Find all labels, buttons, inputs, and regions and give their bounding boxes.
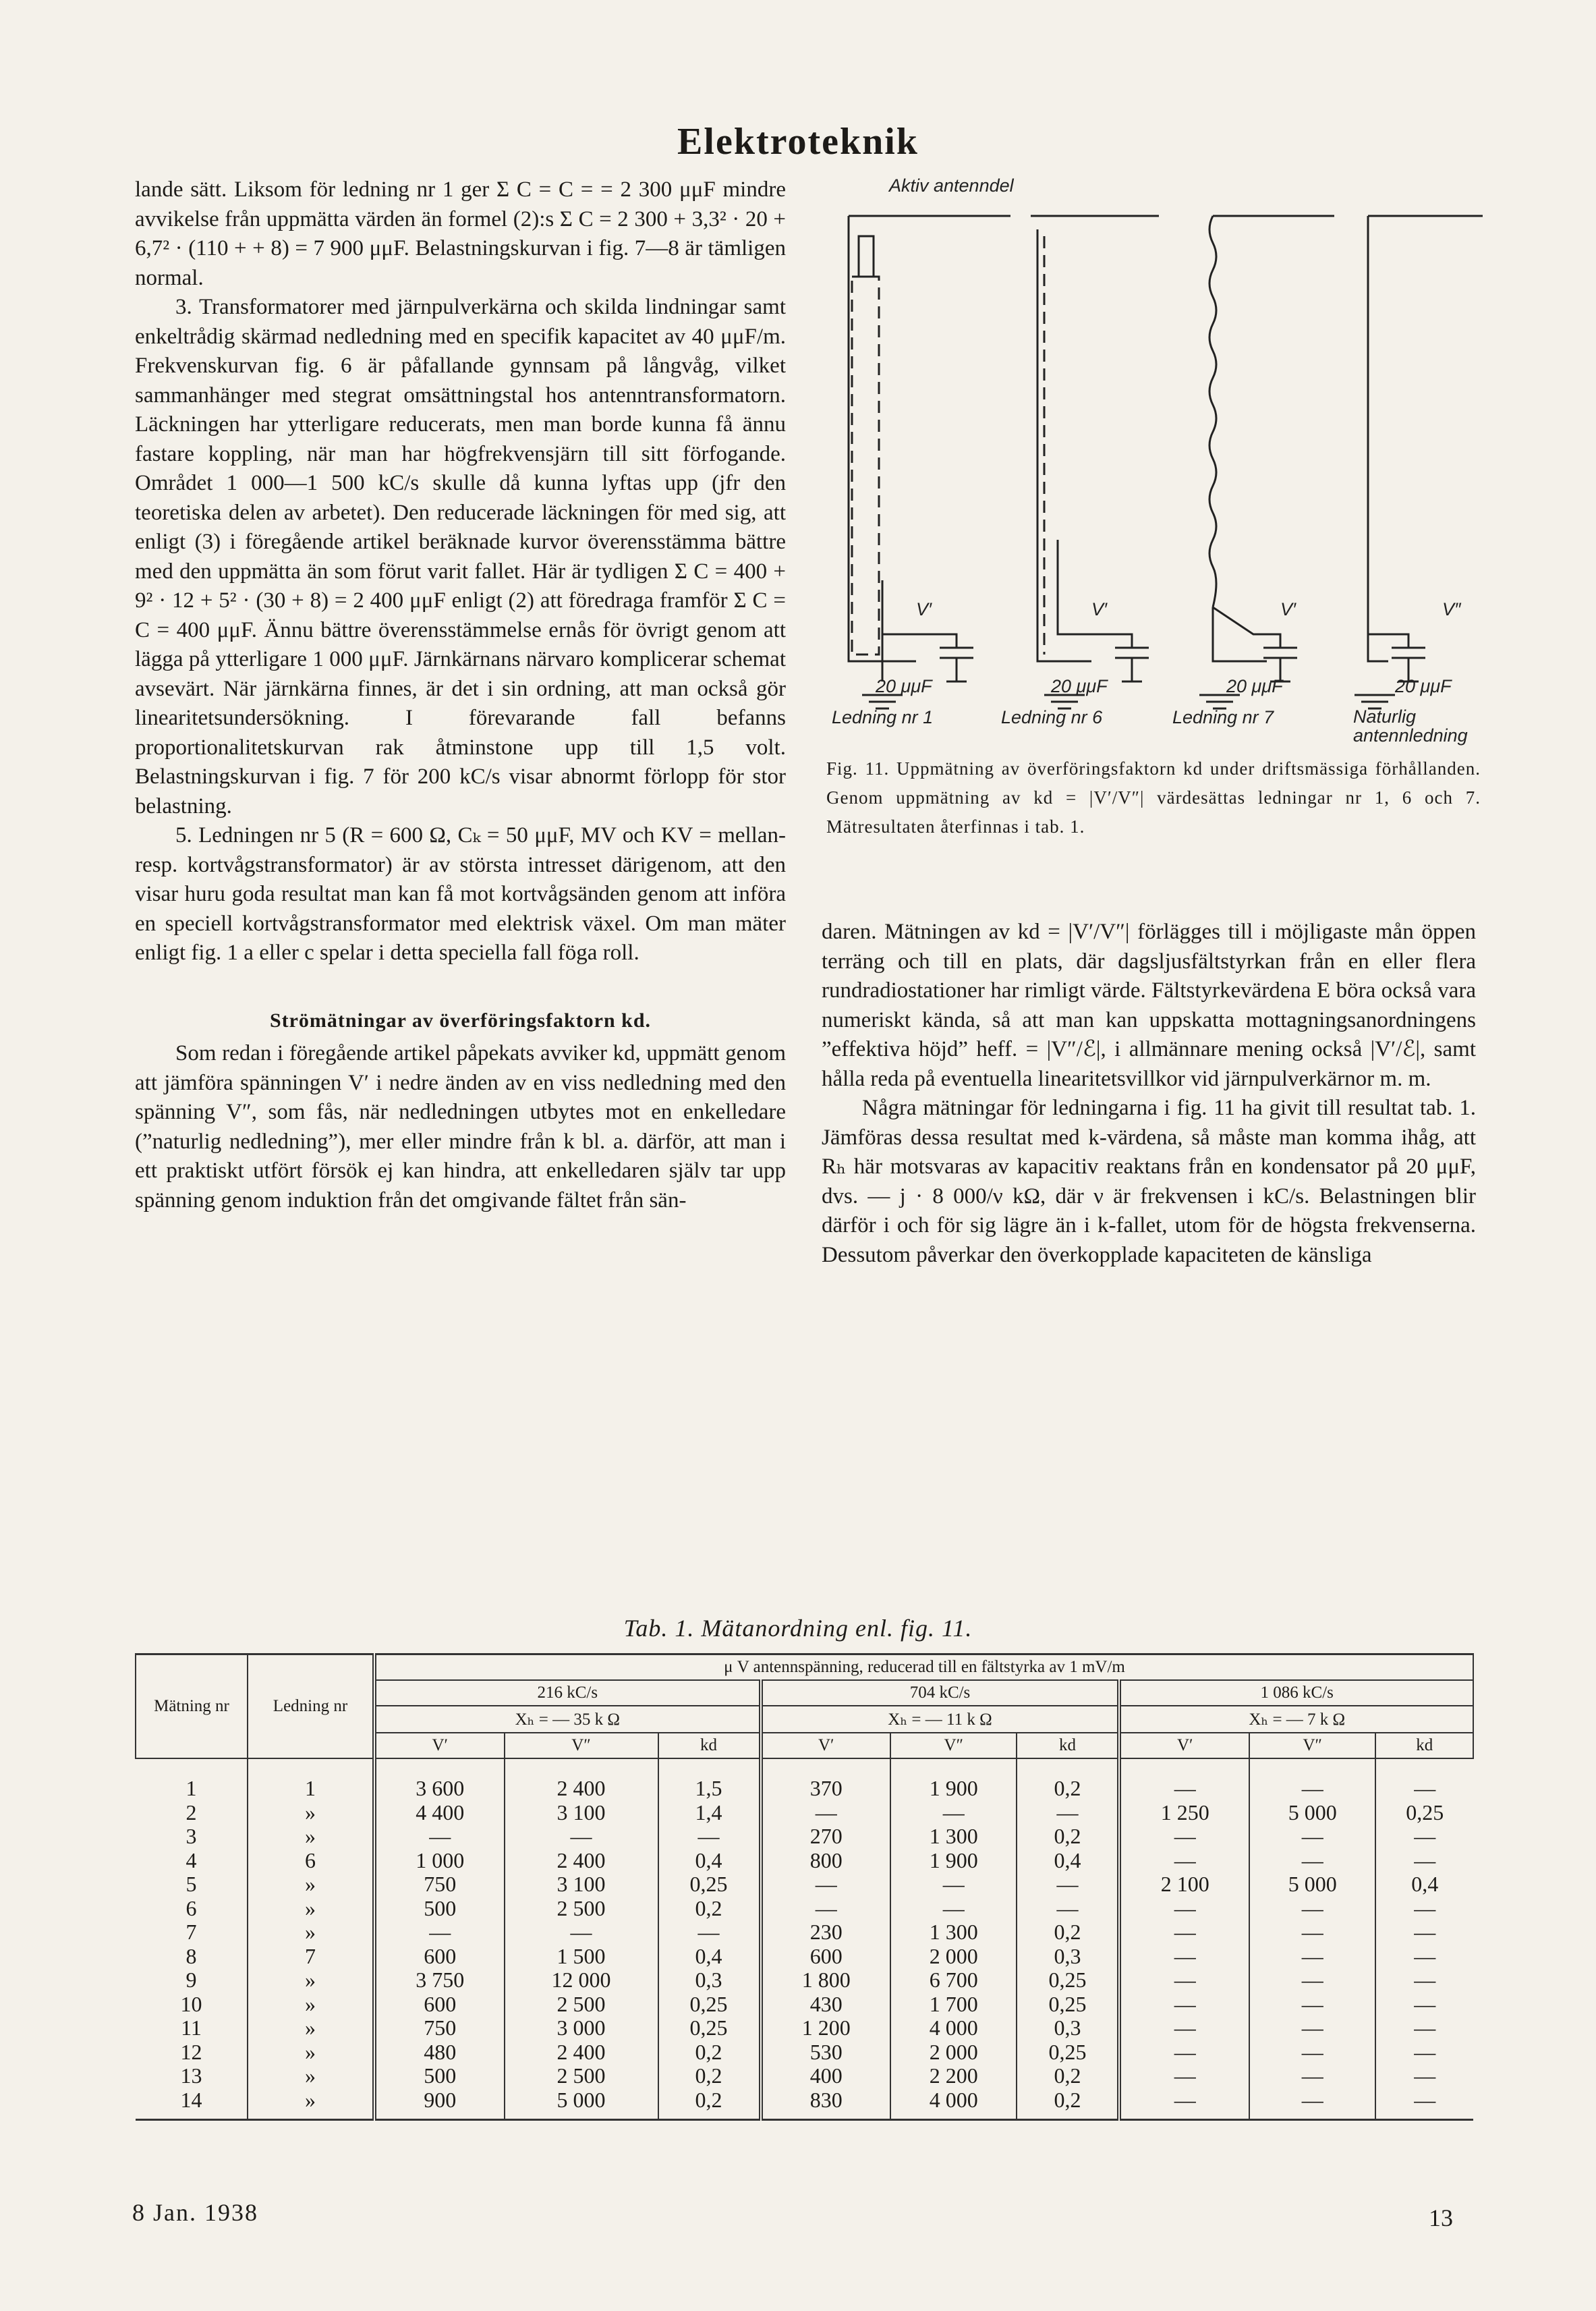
table-cell: 230 — [761, 1920, 891, 1945]
table-cell: — — [1119, 2016, 1249, 2040]
figure-11 — [822, 162, 1483, 746]
table-cell: 0,4 — [658, 1849, 761, 1873]
table-cell: » — [248, 1897, 374, 1921]
table-cell: — — [1249, 1758, 1375, 1801]
left-column — [135, 175, 786, 1215]
table-cell: 0,4 — [1375, 1872, 1473, 1897]
table-cell: — — [1249, 1920, 1375, 1945]
table-cell: 2 500 — [505, 2064, 658, 2088]
table-row — [136, 2016, 1473, 2040]
table-cell: 370 — [761, 1758, 891, 1801]
table-cell: — — [1375, 2064, 1473, 2088]
table-cell: 3 100 — [505, 1872, 658, 1897]
table-cell: — — [1017, 1872, 1119, 1897]
table-cell: — — [1249, 1897, 1375, 1921]
table-cell: 0,25 — [1017, 2040, 1119, 2065]
table-cell: » — [248, 1801, 374, 1825]
table-cell: 1 800 — [761, 1968, 891, 1993]
table-cell: — — [890, 1801, 1017, 1825]
table-cell: — — [1119, 1993, 1249, 2017]
measurement-table — [135, 1653, 1474, 2121]
table-body — [136, 1758, 1473, 2120]
table-cell: — — [1119, 1825, 1249, 1849]
table-cell: 3 750 — [374, 1968, 505, 1993]
table-cell: 0,25 — [1017, 1968, 1119, 1993]
table-cell: — — [1375, 2040, 1473, 2065]
table-cell: 0,2 — [658, 1897, 761, 1921]
table-cell: 1 700 — [890, 1993, 1017, 2017]
column-header: Ledning nr — [248, 1654, 374, 1759]
table-cell: 2 — [186, 1800, 197, 1825]
table-cell: 5 000 — [1249, 1801, 1375, 1825]
table-row — [136, 2088, 1473, 2120]
table-cell: 0,2 — [658, 2040, 761, 2065]
table-cell: 1 200 — [761, 2016, 891, 2040]
table-cell: 500 — [374, 1897, 505, 1921]
table-cell: 1 900 — [890, 1758, 1017, 1801]
table-cell: 0,2 — [658, 2088, 761, 2120]
paragraph: Några mätningar för ledningarna i fig. 11 ha givit till resultat tab. 1. Jämföras dessa resultat med k-värdena, så måste man komma ihåg, att Rₕ här motsvaras av kapacitiv reaktans från en kondensator på 20 μμF, dvs. — j · 8 000/ν kΩ, där ν är frekvensen i kC/s. Belastningen blir därför i och för sig lägre än i k-fallet, utom för de högsta frekvenserna. Dessutom påverkar den överkopplade kapaciteten de känsliga — [822, 1096, 1476, 1267]
reactance-header: Xₕ = — 7 k Ω — [1119, 1706, 1473, 1733]
page-number: 13 — [1429, 2204, 1453, 2231]
table-title: Tab. 1. Mätanordning enl. fig. 11. — [623, 1615, 973, 1642]
table-cell: — — [1249, 1945, 1375, 1969]
table-cell: — — [1375, 1968, 1473, 1993]
table-row — [136, 1993, 1473, 2017]
table-row — [136, 2040, 1473, 2065]
table-cell: — — [1017, 1801, 1119, 1825]
table-cell: » — [248, 2064, 374, 2088]
table-cell: — — [890, 1897, 1017, 1921]
voltage-label: V′ — [1280, 599, 1296, 619]
table-cell: — — [1375, 1849, 1473, 1873]
table-cell: — — [1375, 1993, 1473, 2017]
table-cell: 0,2 — [1017, 2088, 1119, 2120]
table-cell: 4 000 — [890, 2088, 1017, 2120]
table-cell: 8 — [186, 1943, 197, 1968]
table-cell: — — [1375, 2016, 1473, 2040]
frequency-header: 704 kC/s — [761, 1680, 1120, 1706]
table-cell: — — [1119, 1897, 1249, 1921]
table-cell: 500 — [374, 2064, 505, 2088]
table-cell: — — [1249, 1968, 1375, 1993]
table-cell: 2 400 — [505, 2040, 658, 2065]
table-cell: — — [1119, 1849, 1249, 1873]
table-cell: 0,3 — [1017, 2016, 1119, 2040]
sub-header: V′ — [374, 1733, 505, 1758]
table-cell: — — [1119, 1945, 1249, 1969]
table-cell: » — [248, 1872, 374, 1897]
panel-label: Ledning nr 6 — [1001, 707, 1103, 727]
table-cell: 3 — [186, 1824, 197, 1848]
capacitor-label: 20 μμF — [1395, 676, 1452, 696]
sub-header: kd — [658, 1733, 761, 1758]
table-cell: 9 — [186, 1968, 197, 1992]
table-cell: 1 300 — [890, 1825, 1017, 1849]
table-cell: 0,4 — [658, 1945, 761, 1969]
paragraph: 5. Ledningen nr 5 (R = 600 Ω, Cₖ = 50 μμF, MV och KV = mellan- resp. kortvågstransformator) är av största intresset därigenom, att den visar huru goda resultat man kan få mot kortvågsänden genom att införa en speciell kortvågstransformator med elektrisk växel. Om man mäter enligt fig. 1 a eller c spelar i detta speciella fall föga roll. — [135, 823, 786, 965]
table-cell: 6 — [186, 1895, 197, 1920]
table-cell: — — [1119, 1758, 1249, 1801]
table-cell: — — [761, 1872, 891, 1897]
table-cell: 0,3 — [658, 1968, 761, 1993]
table-cell: » — [248, 1825, 374, 1849]
table-cell: 1,5 — [658, 1758, 761, 1801]
table-cell: 2 000 — [890, 2040, 1017, 2065]
table-cell: 0,2 — [1017, 1758, 1119, 1801]
table-cell: 2 100 — [1119, 1872, 1249, 1897]
table-cell: — — [1375, 1920, 1473, 1945]
table-cell: 1 500 — [505, 1945, 658, 1969]
table-cell: — — [1249, 1825, 1375, 1849]
table-cell: — — [1249, 2064, 1375, 2088]
table-cell: — — [658, 1920, 761, 1945]
table-cell: 2 000 — [890, 1945, 1017, 1969]
table-cell: 4 000 — [890, 2016, 1017, 2040]
table-cell: 0,25 — [1375, 1801, 1473, 1825]
table-cell: — — [1375, 1945, 1473, 1969]
table-row — [136, 1968, 1473, 1993]
paragraph: daren. Mätningen av kd = |V′/V″| förlägges till i möjligaste mån öppen terräng och till en plats, där dagsljusfältstyrkan från en eller flera rundradiostationer har rimligt värde. Fältstyrkevärdena E böra också vara numeriskt kända, så att man kan uppskatta mottagningsanordningens ”effektiva höjd” heff. = |V″/ℰ|, i allmännare mening också |V′/ℰ|, samt hålla reda på eventuella linearitetsvillkor vid järnpulverkärnor m. m. — [822, 920, 1476, 1091]
sub-header: V′ — [761, 1733, 891, 1758]
table-cell: 13 — [180, 2063, 202, 2088]
table-cell: — — [374, 1825, 505, 1849]
table-cell: 12 000 — [505, 1968, 658, 1993]
table-cell: — — [1375, 1897, 1473, 1921]
table-cell: 7 — [248, 1945, 374, 1969]
table-row — [136, 1825, 1473, 1849]
table-cell: 1 000 — [374, 1849, 505, 1873]
span-header: μ V antennspänning, reducerad till en fältstyrka av 1 mV/m — [374, 1654, 1473, 1681]
table-cell: — — [1249, 2040, 1375, 2065]
table-cell: 600 — [374, 1993, 505, 2017]
table-cell: 0,2 — [1017, 2064, 1119, 2088]
voltage-label: V′ — [916, 599, 932, 619]
table-cell: 0,2 — [1017, 1920, 1119, 1945]
table-cell: » — [248, 1920, 374, 1945]
table-cell: 0,25 — [658, 1993, 761, 2017]
capacitor-label: 20 μμF — [1226, 676, 1283, 696]
table-cell: 830 — [761, 2088, 891, 2120]
capacitor-label: 20 μμF — [876, 676, 932, 696]
panel-label: Naturlig antennledning — [1353, 706, 1468, 746]
frequency-header: 216 kC/s — [374, 1680, 761, 1706]
table-cell: » — [248, 2040, 374, 2065]
table-cell: 5 000 — [505, 2088, 658, 2120]
table-cell: 600 — [374, 1945, 505, 1969]
table-cell: 600 — [761, 1945, 891, 1969]
table-row — [136, 1920, 1473, 1945]
table-cell: 4 — [186, 1847, 197, 1872]
table-cell: — — [1017, 1897, 1119, 1921]
table-cell: 900 — [374, 2088, 505, 2120]
table-cell: 1 300 — [890, 1920, 1017, 1945]
sub-header: kd — [1017, 1733, 1119, 1758]
table-cell: — — [1119, 2040, 1249, 2065]
table-cell: 3 000 — [505, 2016, 658, 2040]
table-cell: » — [248, 2016, 374, 2040]
table-cell: 430 — [761, 1993, 891, 2017]
table-cell: 480 — [374, 2040, 505, 2065]
table-cell: — — [761, 1801, 891, 1825]
table-cell: — — [1375, 1825, 1473, 1849]
table-cell: 3 100 — [505, 1801, 658, 1825]
table-cell: — — [761, 1897, 891, 1921]
table-cell: 6 700 — [890, 1968, 1017, 1993]
page-header: Elektroteknik — [677, 121, 919, 163]
table-cell: 2 400 — [505, 1849, 658, 1873]
table-cell: 1,4 — [658, 1801, 761, 1825]
table-cell: 750 — [374, 2016, 505, 2040]
footer-date: 8 Jan. 1938 — [132, 2199, 258, 2226]
frequency-header: 1 086 kC/s — [1119, 1680, 1473, 1706]
table-cell: 0,2 — [1017, 1825, 1119, 1849]
table-cell: » — [248, 1968, 374, 1993]
table-cell: — — [1375, 2088, 1473, 2120]
circuit-diagram — [822, 162, 1483, 742]
voltage-label: V′ — [1091, 599, 1108, 619]
sub-header: V″ — [890, 1733, 1017, 1758]
table-cell: 11 — [181, 2015, 202, 2040]
sub-header: kd — [1375, 1733, 1473, 1758]
table-cell: 0,25 — [658, 1872, 761, 1897]
capacitor-label: 20 μμF — [1051, 676, 1108, 696]
table-row — [136, 1758, 1473, 1801]
reactance-header: Xₕ = — 11 k Ω — [761, 1706, 1120, 1733]
paragraph: Som redan i föregående artikel påpekats avviker kd, uppmätt genom att jämföra spänningen V′ i nedre änden av en viss nedledning med den spänning V″, som fås, när nedledningen utbytes mot en enkelledare (”naturlig nedledning”), mer eller mindre från k bl. a. därför, att man i ett praktiskt utfört försök ej kan hindra, att enkelledaren själv tar upp spänning genom induktion från det omgivande fältet från sän- — [135, 1041, 786, 1213]
table-cell: — — [890, 1872, 1017, 1897]
table-cell: 1 — [248, 1758, 374, 1801]
table-cell: 0,25 — [658, 2016, 761, 2040]
table-cell: 2 500 — [505, 1897, 658, 1921]
table-cell: 7 — [186, 1920, 197, 1944]
table-cell: — — [1249, 2016, 1375, 2040]
active-antenna-label: Aktiv antenndel — [889, 175, 1014, 196]
table-cell: — — [1119, 2064, 1249, 2088]
table-cell: — — [1249, 2088, 1375, 2120]
sub-header: V″ — [505, 1733, 658, 1758]
table-cell: 0,25 — [1017, 1993, 1119, 2017]
table-row — [136, 1945, 1473, 1969]
paragraph: 3. Transformatorer med järnpulverkärna och skilda lindningar samt enkeltrådig skärmad nedledning med en specifik kapacitet av 40 μμF/m. Frekvenskurvan fig. 6 är påfallande gynnsam på långvåg, vilket sammanhänger med stegrat omsättningstal hos antenntransformatorn. Läckningen har ytterligare reducerats, men man borde kunna få ännu fastare koppling, när man har högfrekvensjärn till sitt förfogande. Området 1 000—1 500 kC/s skulle då kunna lyftas upp (jfr den teoretiska delen av arbetet). Den reducerade läckningen för med sig, att enligt (3) i föregående artikel beräknade kurvor överensstämma bättre med den uppmätta än som förut varit fallet. Här är tydligen Σ C = 400 + 9² · 12 + 5² · (30 + 8) = 2 400 μμF enligt (2) att föredraga framför Σ C = C = 400 μμF. Ännu bättre överensstämmelse ernås för övrigt genom att lägga på ytterligare 1 000 μμF. Järnkärnans närvaro komplicerar schemat avsevärt. När järnkärna finnes, är det i sin ordning, att man också gör linearitetsundersökning. I förevarande fall befanns proportionalitetskurvan rak åtminstone upp till 1,5 volt. Belastningskurvan i fig. 7 för 200 kC/s visar abnormt förlopp för stor belastning. — [135, 295, 786, 818]
panel-label: Ledning nr 7 — [1172, 707, 1274, 727]
table-cell: 12 — [180, 2039, 202, 2064]
table-cell: — — [1119, 1968, 1249, 1993]
panel-label: Ledning nr 1 — [832, 707, 934, 727]
table-cell: » — [248, 1993, 374, 2017]
table-cell: 2 500 — [505, 1993, 658, 2017]
table-cell: 400 — [761, 2064, 891, 2088]
column-header: Mätning nr — [136, 1654, 248, 1759]
table-cell: 750 — [374, 1872, 505, 1897]
paragraph: lande sätt. Liksom för ledning nr 1 ger Σ C = C = = 2 300 μμF mindre avvikelse från uppmätta värden än formel (2):s Σ C = 2 300 + 3,3² · 20 + 6,7² · (110 + + 8) = 7 900 μμF. Belastningskurvan i fig. 7—8 är tämligen normal. — [135, 177, 786, 290]
table-row — [136, 1872, 1473, 1897]
table-cell: 14 — [136, 2088, 248, 2120]
sub-header: V′ — [1119, 1733, 1249, 1758]
table-row — [136, 1849, 1473, 1873]
table-cell: 0,3 — [1017, 1945, 1119, 1969]
table-cell: 1 250 — [1119, 1801, 1249, 1825]
table-cell: 10 — [180, 1991, 202, 2016]
table-cell: 530 — [761, 2040, 891, 2065]
table-cell: 2 400 — [505, 1758, 658, 1801]
table-row — [136, 1801, 1473, 1825]
table-cell: 2 200 — [890, 2064, 1017, 2088]
table-cell: — — [374, 1920, 505, 1945]
table-cell: — — [1119, 2088, 1249, 2120]
table-cell: 1 900 — [890, 1849, 1017, 1873]
table-cell: » — [248, 2088, 374, 2120]
table-cell: 0,2 — [658, 2064, 761, 2088]
table-row — [136, 1897, 1473, 1921]
table-cell: 6 — [248, 1849, 374, 1873]
right-column — [822, 918, 1476, 1270]
table-cell: 800 — [761, 1849, 891, 1873]
table-cell: — — [1375, 1758, 1473, 1801]
table-cell: — — [505, 1825, 658, 1849]
table-cell: 5 — [186, 1872, 197, 1896]
table-cell: — — [658, 1825, 761, 1849]
table-cell: — — [1249, 1849, 1375, 1873]
table-cell: 0,4 — [1017, 1849, 1119, 1873]
table-cell: 3 600 — [374, 1758, 505, 1801]
table-cell: 1 — [186, 1776, 197, 1800]
figure-caption: Fig. 11. Uppmätning av överföringsfaktorn kd under driftsmässiga förhållanden. Genom uppmätning av kd = |V′/V″| värdesättas ledningar nr 1, 6 och 7. Mätresultaten återfinnas i tab. 1. — [826, 758, 1481, 837]
reactance-header: Xₕ = — 35 k Ω — [374, 1706, 761, 1733]
table-cell: — — [505, 1920, 658, 1945]
table-cell: 4 400 — [374, 1801, 505, 1825]
section-heading: Strömätningar av överföringsfaktorn kd. — [269, 1009, 652, 1032]
voltage-label: V″ — [1442, 599, 1461, 619]
sub-header: V″ — [1249, 1733, 1375, 1758]
table-cell: — — [1119, 1920, 1249, 1945]
table-cell: — — [1249, 1993, 1375, 2017]
table-cell: 5 000 — [1249, 1872, 1375, 1897]
table-cell: 270 — [761, 1825, 891, 1849]
table-row — [136, 2064, 1473, 2088]
